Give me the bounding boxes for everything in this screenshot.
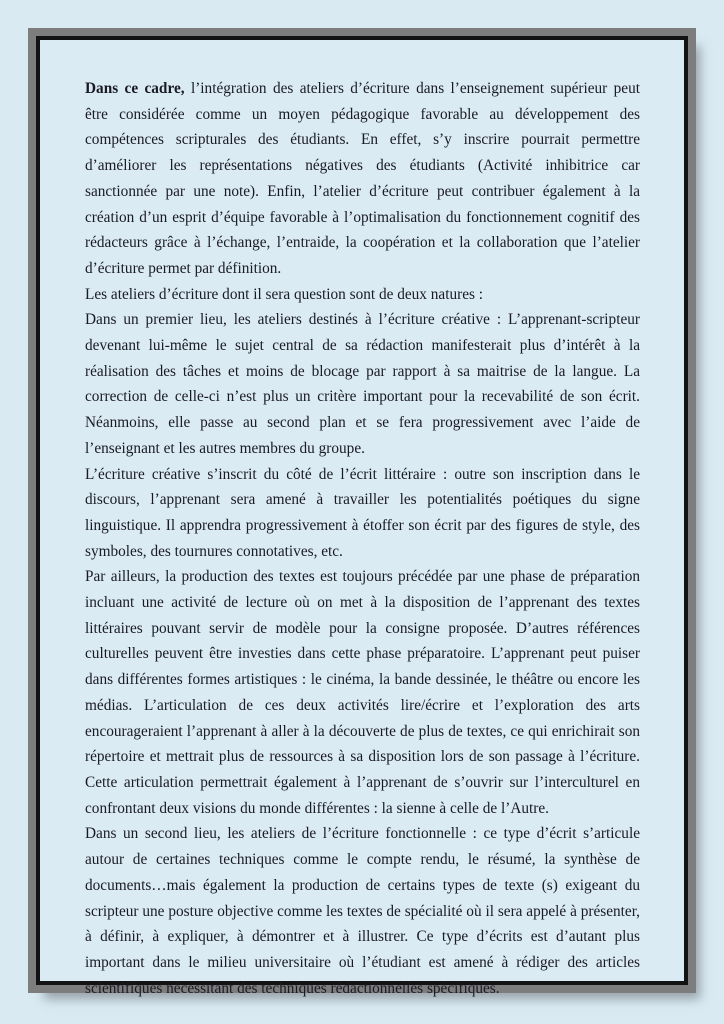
paragraph-text: l’intégration des ateliers d’écriture dans l’enseignement supérieur peut être considérée comme un moyen pédagogique favorable au développement des compétences scripturales des étudiants. En effet, s’y inscrire pourrait permettre d’améliorer les représentations négatives des étudiants (Activité inhibitrice car sanctionnée par une note). Enfin, l’atelier d’écriture peut contribuer également à la création d’un esprit d’équipe favorable à l’optimalisation du fonctionnement cognitif des rédacteurs grâce à l’échange, l’entraide, la coopération et la collaboration que l’atelier d’écriture permet par définition. [85,80,640,277]
paragraph [85,564,640,821]
document-frame [36,36,688,997]
paragraph [85,307,640,461]
paragraph-text: Dans un premier lieu, les ateliers destinés à l’écriture créative : L’apprenant-scripteur devenant lui-même le sujet central de sa rédaction manifesterait plus d’intérêt à la réalisation des tâches et moins de blocage par rapport à sa maitrise de la langue. La correction de celle-ci n’est plus un critère important pour la recevabilité de son écrit. Néanmoins, elle passe au second plan et se fera progressivement avec l’aide de l’enseignant et les autres membres du groupe. [85,311,640,457]
paragraph [85,76,640,282]
document-text-body [40,40,684,997]
paragraph [85,282,640,308]
paragraph-text: Par ailleurs, la production des textes est toujours précédée par une phase de préparation incluant une activité de lecture où on met à la disposition de l’apprenant des textes littéraires pouvant servir de modèle pour la consigne proposée. D’autres références culturelles peuvent être investies dans cette phase préparatoire. L’apprenant peut puiser dans différentes formes artistiques : le cinéma, la bande dessinée, le théâtre ou encore les médias. L’articulation de ces deux activités lire/écrire et l’exploration des arts encourageraient l’apprenant à aller à la découverte de plus de textes, ce qui enrichirait son répertoire et mettrait plus de ressources à sa disposition lors de son passage à l’écriture. Cette articulation permettrait également à l’apprenant de s’ouvrir sur l’interculturel en confrontant deux visions du monde différentes : la sienne à celle de l’Autre. [85,568,640,817]
paragraph-bold-lead: Dans ce cadre, [85,80,185,97]
paragraph [85,462,640,565]
paragraph [85,821,640,1001]
paragraph-text: Les ateliers d’écriture dont il sera question sont de deux natures : [85,285,484,303]
paragraph-text: Dans un second lieu, les ateliers de l’écriture fonctionnelle : ce type d’écrit s’articule autour de certaines techniques comme le compte rendu, le résumé, la synthèse de documents…mais également la production de certains types de texte (s) exigeant du scripteur une posture objective comme les textes de spécialité où il sera appelé à présenter, à définir, à expliquer, à démontrer et à illustrer. Ce type d’écrits est d’autant plus important dans le milieu universitaire où l’étudiant est amené à rédiger des articles scientifiques nécessitant des techniques rédactionnelles spécifiques. [85,825,640,997]
paragraph-text: L’écriture créative s’inscrit du côté de l’écrit littéraire : outre son inscription dans le discours, l’apprenant sera amené à travailler les potentialités poétiques du signe linguistique. Il apprendra progressivement à étoffer son écrit par des figures de style, des symboles, des tournures connotatives, etc. [85,465,640,560]
